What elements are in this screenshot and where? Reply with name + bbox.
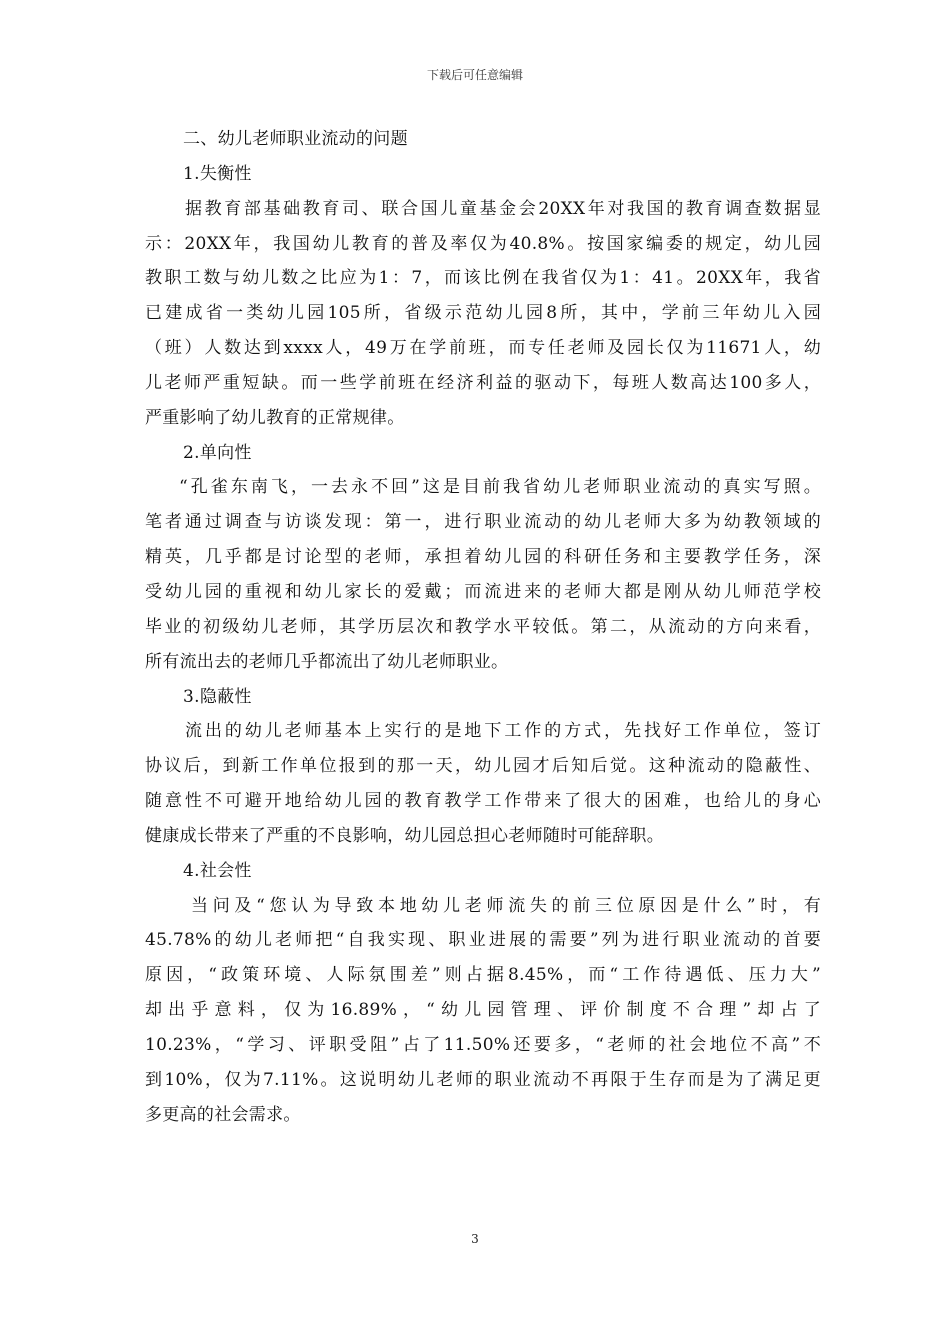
paragraph-line: 受幼儿园的重视和幼儿家长的爱戴；而流进来的老师大都是刚从幼儿师范学校 xyxy=(145,581,821,602)
paragraph-line: 多更高的社会需求。 xyxy=(145,1104,301,1125)
paragraph-line: 严重影响了幼儿教育的正常规律。 xyxy=(145,407,405,428)
paragraph-line: 当问及“您认为导致本地幼儿老师流失的前三位原因是什么”时，有 xyxy=(191,895,821,916)
subheading-social: 4.社会性 xyxy=(183,860,252,881)
section-heading: 二、幼儿老师职业流动的问题 xyxy=(183,129,408,149)
paragraph-line: 精英，几乎都是讨论型的老师，承担着幼儿园的科研任务和主要教学任务，深 xyxy=(145,547,821,568)
paragraph-line: 所有流出去的老师几乎都流出了幼儿老师职业。 xyxy=(145,651,509,672)
paragraph-line: 10.23%，“学习、评职受阻”占了11.50%还要多，“老师的社会地位不高”不 xyxy=(145,1034,821,1055)
paragraph-line: 随意性不可避开地给幼儿园的教育教学工作带来了很大的困难，也给儿的身心 xyxy=(145,791,821,812)
paragraph-line: “孔雀东南飞，一去永不回”这是目前我省幼儿老师职业流动的真实写照。 xyxy=(179,477,821,498)
subheading-imbalance: 1.失衡性 xyxy=(183,163,252,184)
subheading-concealment: 3.隐蔽性 xyxy=(183,686,252,707)
paragraph-line: 据教育部基础教育司、联合国儿童基金会20XX年对我国的教育调查数据显 xyxy=(185,198,821,219)
paragraph-line: 毕业的初级幼儿老师，其学历层次和教学水平较低。第二，从流动的方向来看， xyxy=(145,616,821,637)
subheading-one-way: 2.单向性 xyxy=(183,442,252,463)
paragraph-line: 45.78%的幼儿老师把“自我实现、职业进展的需要”列为进行职业流动的首要 xyxy=(145,930,821,951)
paragraph-line: 已建成省一类幼儿园105所，省级示范幼儿园8所，其中，学前三年幼儿入园 xyxy=(145,303,821,324)
paragraph-line: 教职工数与幼儿数之比应为1：7，而该比例在我省仅为1：41。20XX年，我省 xyxy=(145,268,821,289)
paragraph-line: （班）人数达到xxxx人，49万在学前班，而专任老师及园长仅为11671人，幼 xyxy=(145,338,821,359)
paragraph-line: 协议后，到新工作单位报到的那一天，幼儿园才后知后觉。这种流动的隐蔽性、 xyxy=(145,756,821,777)
paragraph-line: 健康成长带来了严重的不良影响，幼儿园总担心老师随时可能辞职。 xyxy=(145,825,664,846)
paragraph-line: 流出的幼儿老师基本上实行的是地下工作的方式，先找好工作单位，签订 xyxy=(185,721,821,742)
paragraph-line: 到10%，仅为7.11%。这说明幼儿老师的职业流动不再限于生存而是为了满足更 xyxy=(145,1069,821,1090)
page-number: 3 xyxy=(471,1232,479,1246)
paragraph-line: 示：20XX年，我国幼儿教育的普及率仅为40.8%。按国家编委的规定，幼儿园 xyxy=(145,233,821,254)
document-body xyxy=(145,122,821,1132)
paragraph-line: 笔者通过调查与访谈发现：第一，进行职业流动的幼儿老师大多为幼教领域的 xyxy=(145,512,821,533)
page-header-note: 下载后可任意编辑 xyxy=(426,68,523,82)
paragraph-line: 原因，“政策环境、人际氛围差”则占据8.45%，而“工作待遇低、压力大” xyxy=(145,965,821,986)
paragraph-line: 儿老师严重短缺。而一些学前班在经济利益的驱动下，每班人数高达100多人， xyxy=(145,372,821,393)
paragraph-line: 却出乎意料，仅为16.89%，“幼儿园管理、评价制度不合理”却占了 xyxy=(145,1000,821,1021)
